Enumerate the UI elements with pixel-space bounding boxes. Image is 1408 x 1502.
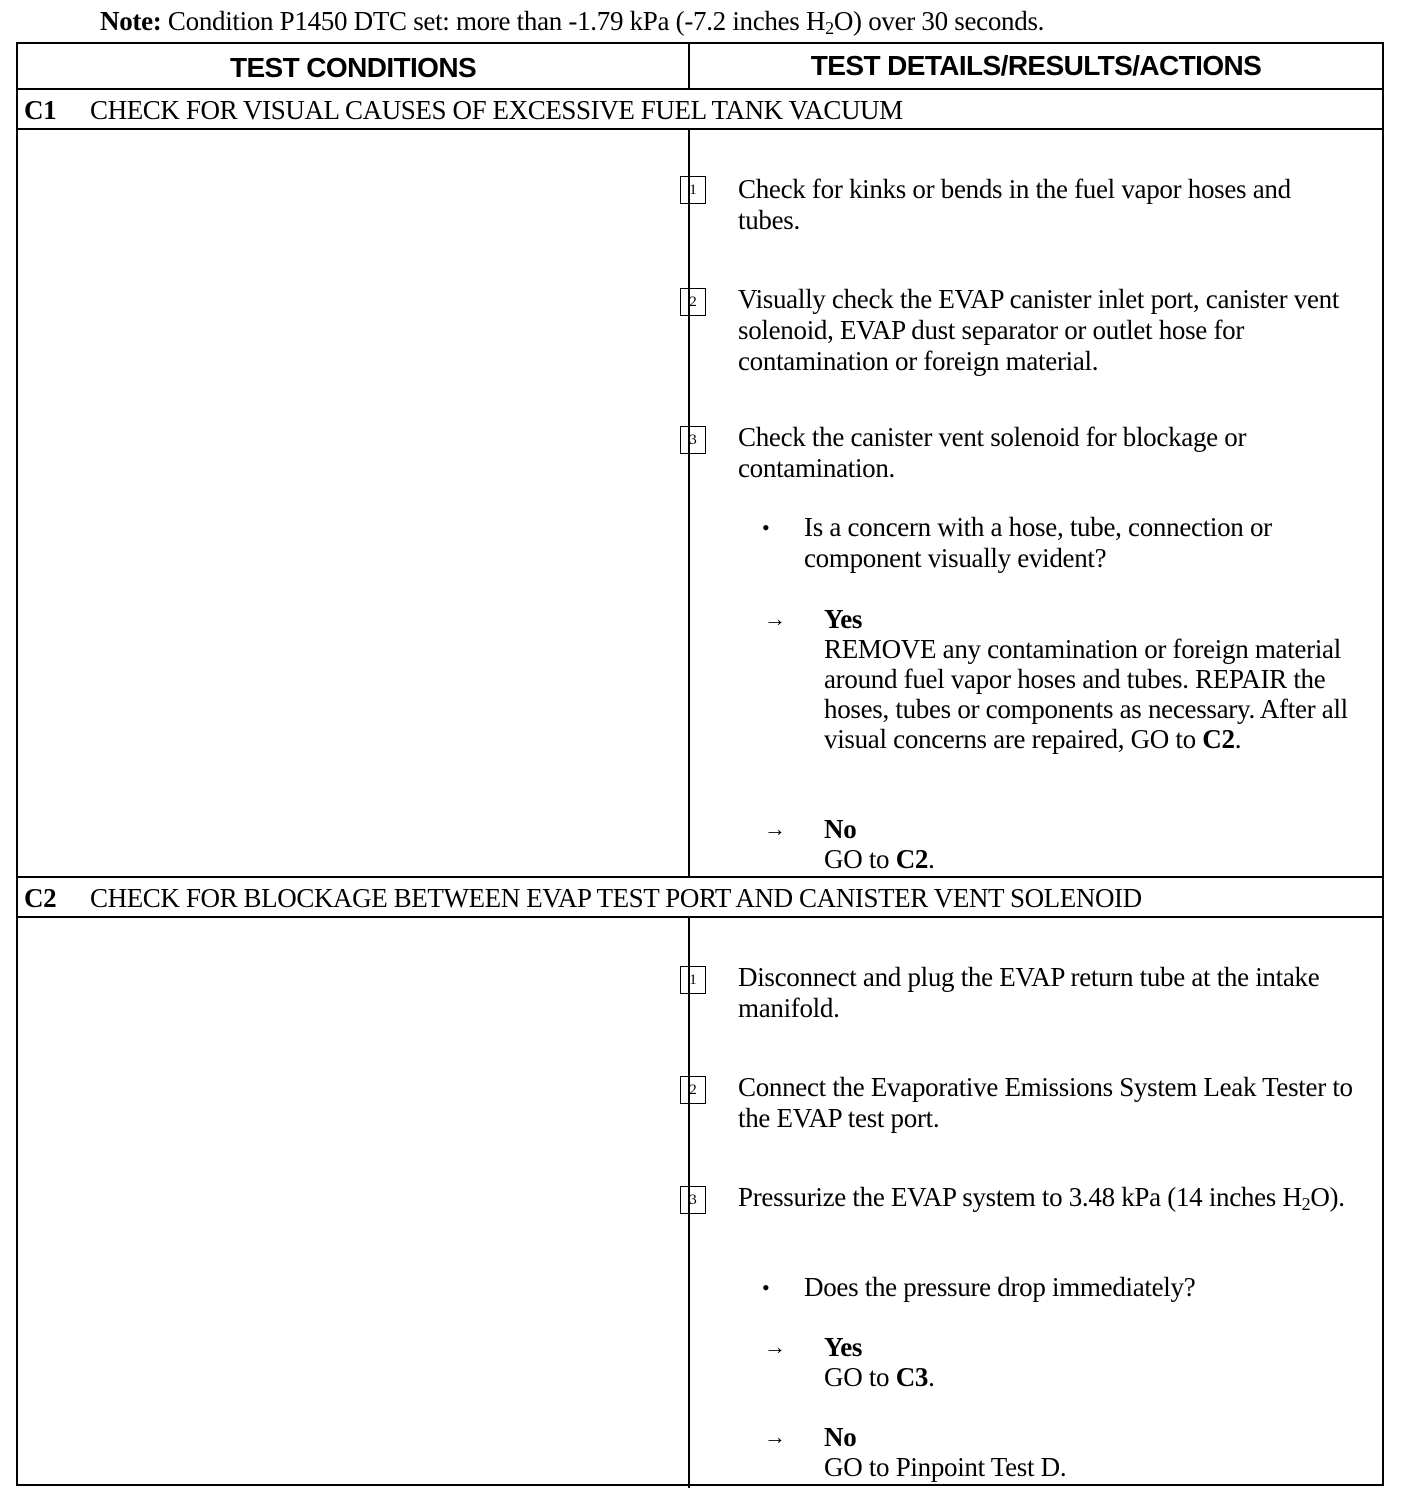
arrow-right-icon: → — [764, 606, 786, 631]
header-test-details: TEST DETAILS/RESULTS/ACTIONS — [810, 50, 1262, 81]
response-text — [824, 1332, 1364, 1392]
section-c2-code: C2 — [24, 883, 57, 913]
question-text: Does the pressure drop immediately? — [804, 1272, 1196, 1302]
section-c2-heading: CHECK FOR BLOCKAGE BETWEEN EVAP TEST PORT AND CANISTER VENT SOLENOID — [90, 883, 1142, 913]
response-label: Yes — [824, 604, 863, 634]
note-subscript: 2 — [825, 18, 834, 38]
section-c2-title — [18, 878, 1382, 918]
section-c1-code: C1 — [24, 95, 57, 125]
bullet-icon: • — [762, 515, 770, 540]
step-number-box: 2 — [680, 288, 706, 316]
note-text-end: O) over 30 seconds. — [833, 6, 1045, 36]
bullet-icon: • — [762, 1275, 770, 1300]
response-body: REMOVE any contamination or foreign material around fuel vapor hoses and tubes. REPAIR the hoses, tubes or components as necessary. After all visual concerns are repaired, GO to — [824, 634, 1348, 754]
note-text: Condition P1450 DTC set: more than -1.79 kPa (-7.2 inches H — [161, 6, 826, 36]
arrow-right-icon: → — [764, 816, 786, 841]
step-text: Connect the Evaporative Emissions System Leak Tester to the EVAP test port. — [738, 1072, 1353, 1133]
response-end: . — [928, 844, 935, 874]
response-text — [824, 1422, 1364, 1482]
response-end: . — [1234, 724, 1242, 754]
header-divider — [688, 44, 690, 90]
step-number-box: 2 — [680, 1076, 706, 1104]
section-c1-divider — [688, 130, 690, 878]
question-text: Is a concern with a hose, tube, connection or component visually evident? — [804, 512, 1272, 573]
step-subscript: 2 — [1301, 1194, 1311, 1214]
step-text: Disconnect and plug the EVAP return tube at the intake manifold. — [738, 962, 1320, 1023]
response-target: C2 — [1202, 724, 1235, 754]
arrow-right-icon: → — [764, 1424, 786, 1449]
arrow-right-icon: → — [764, 1334, 786, 1359]
step-number-box: 3 — [680, 1186, 706, 1214]
section-c1-heading: CHECK FOR VISUAL CAUSES OF EXCESSIVE FUEL TANK VACUUM — [90, 95, 903, 125]
step-text-end: O). — [1310, 1182, 1345, 1212]
step-text: Check for kinks or bends in the fuel vapor hoses and tubes. — [738, 174, 1291, 235]
note-label: Note: — [100, 6, 162, 36]
step-text: Visually check the EVAP canister inlet port, canister vent solenoid, EVAP dust separator or outlet hose for contamination or foreign material. — [738, 284, 1340, 376]
diagnostic-table — [16, 42, 1384, 1486]
step-number-box: 1 — [680, 176, 706, 204]
response-label: Yes — [824, 1332, 863, 1362]
step-text-start: Pressurize the EVAP system to 3.48 kPa (14 inches H — [738, 1182, 1302, 1212]
step-text — [738, 1182, 1358, 1220]
step-number-box: 3 — [680, 426, 706, 454]
step-number-box: 1 — [680, 966, 706, 994]
table-header — [18, 44, 1382, 90]
response-body: GO to Pinpoint Test D. — [824, 1452, 1067, 1482]
response-body: GO to — [824, 844, 896, 874]
response-end: . — [928, 1362, 935, 1392]
step-text: Check the canister vent solenoid for blockage or contamination. — [738, 422, 1247, 483]
note-line — [100, 6, 1044, 39]
response-target: C2 — [895, 844, 929, 874]
response-target: C3 — [895, 1362, 929, 1392]
header-test-conditions: TEST CONDITIONS — [229, 52, 477, 83]
response-label: No — [824, 1422, 857, 1452]
response-text — [824, 604, 1364, 754]
response-body: GO to — [824, 1362, 896, 1392]
response-label: No — [824, 814, 857, 844]
response-text — [824, 814, 1364, 874]
section-c1-title — [18, 90, 1382, 130]
